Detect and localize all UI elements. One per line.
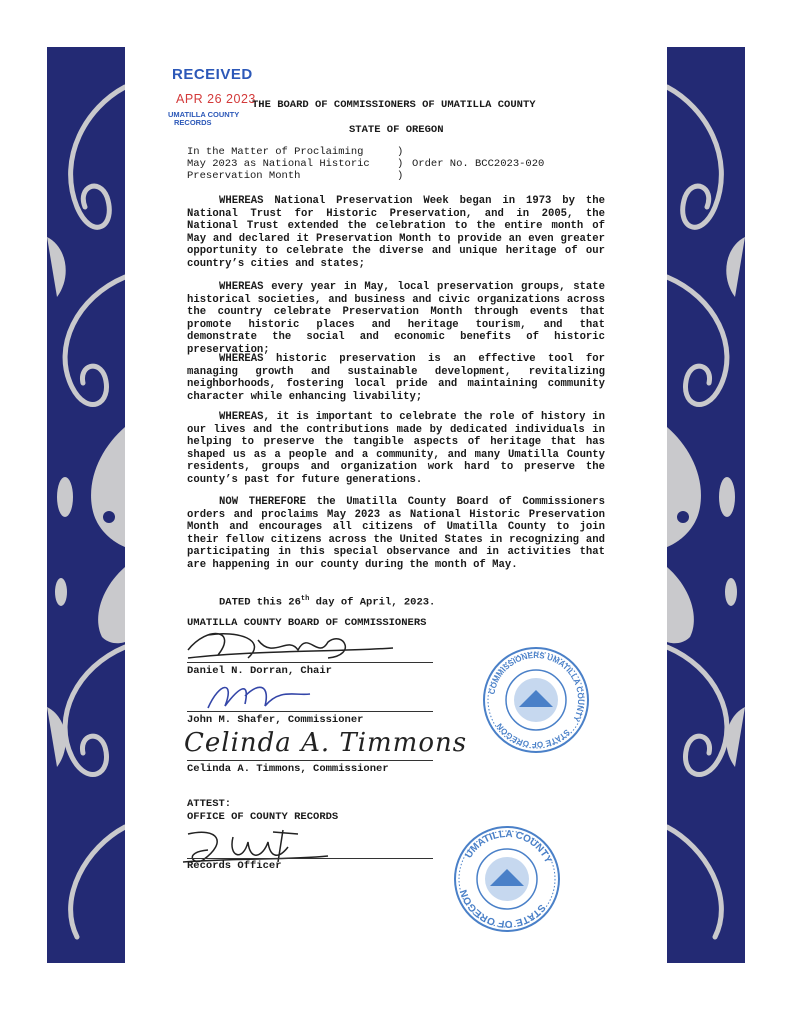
received-date: APR 26 2023 [176, 92, 256, 106]
whereas-paragraph-2: WHEREAS every year in May, local preservation groups, state historical societies, and business and civic organizations across the country celebrate Preservation Month through events that promote historic places and heritage tourism, and that demonstrate the social and economic benefits of historic preservation; [187, 281, 605, 356]
signature-dorran [178, 620, 398, 665]
signature-line [187, 711, 433, 712]
matter-line-1: In the Matter of Proclaiming [187, 146, 364, 158]
caption-paren: ) [397, 170, 404, 182]
signer-shafer: John M. Shafer, Commissioner [187, 714, 364, 726]
whereas-paragraph-3: WHEREAS historic preservation is an effective tool for managing growth and sustainable development, revitalizing neighborhoods, fostering local pride and maintaining community character while enhancing livability; [187, 353, 605, 403]
records-officer-label: Records Officer [187, 860, 282, 872]
matter-line-2: May 2023 as National Historic [187, 158, 370, 170]
dated-prefix: DATED this 26 [219, 596, 301, 609]
received-org [168, 111, 239, 127]
seal-outer-text: COMMISSIONERS UMATILLA COUNTY [487, 650, 586, 723]
signer-dorran: Daniel N. Dorran, Chair [187, 665, 332, 677]
caption-paren: ) [397, 146, 404, 158]
signature-shafer [200, 676, 320, 714]
proclamation-paragraph: NOW THEREFORE the Umatilla County Board of Commissioners orders and proclaims May 2023 as National Historic Preservation Month and encourages all citizens of Umatilla County to join their fellow citizens across the United States in recognizing and participating in this special observance and in activities that are happening in our county during the month of May. [187, 496, 605, 571]
svg-text:STATE OF OREGON [495, 721, 572, 749]
whereas-paragraph-1: WHEREAS National Preservation Week began in 1973 by the National Trust for Historic Preservation, and in 2005, the National Trust extended the celebration to the entire month of May and declared it Preservation Month to provide an even greater opportunity to celebrate the diverse and unique heritage of our country’s cities and states; [187, 195, 605, 270]
signature-timmons: Celinda A. Timmons [184, 728, 468, 758]
county-seal-commissioners [481, 645, 591, 755]
seal-outer-text: UMATILLA COUNTY [463, 828, 554, 866]
signature-line [187, 858, 433, 859]
scroll-ornament-icon [47, 47, 125, 963]
board-heading: THE BOARD OF COMMISSIONERS OF UMATILLA COUNTY [252, 99, 536, 111]
board-signature-heading: UMATILLA COUNTY BOARD OF COMMISSIONERS [187, 617, 427, 629]
seal-inner-text: STATE OF OREGON [494, 721, 572, 750]
dated-ordinal: th [300, 595, 310, 603]
county-seal-umatilla [452, 824, 562, 934]
order-number: Order No. BCC2023-020 [412, 158, 545, 170]
attest-label: ATTEST: [187, 798, 232, 810]
scroll-ornament-icon [667, 47, 745, 963]
received-org-line2: RECORDS [174, 118, 212, 127]
whereas-paragraph-4: WHEREAS, it is important to celebrate the role of history in our lives and the contributions made by dedicated individuals in helping to preserve the tangible aspects of heritage that has shaped us as a people and a community, and many Umatilla County residents, groups and organization work hard to preserve the county’s past for future generations. [187, 411, 605, 486]
state-heading: STATE OF OREGON [349, 124, 444, 136]
caption-paren: ) [397, 158, 404, 170]
signature-line [187, 760, 433, 761]
dated-suffix: day of April, 2023. [309, 596, 436, 609]
right-decorative-border [667, 47, 745, 963]
signature-line [187, 662, 433, 663]
left-decorative-border [47, 47, 125, 963]
attest-office: OFFICE OF COUNTY RECORDS [187, 811, 339, 823]
dated-line [219, 593, 435, 609]
received-org-line1: UMATILLA COUNTY [168, 110, 240, 119]
received-label: RECEIVED [172, 66, 253, 83]
matter-line-3: Preservation Month [187, 170, 301, 182]
seal-inner-text: STATE OF OREGON [458, 888, 548, 930]
signer-timmons: Celinda A. Timmons, Commissioner [187, 763, 389, 775]
